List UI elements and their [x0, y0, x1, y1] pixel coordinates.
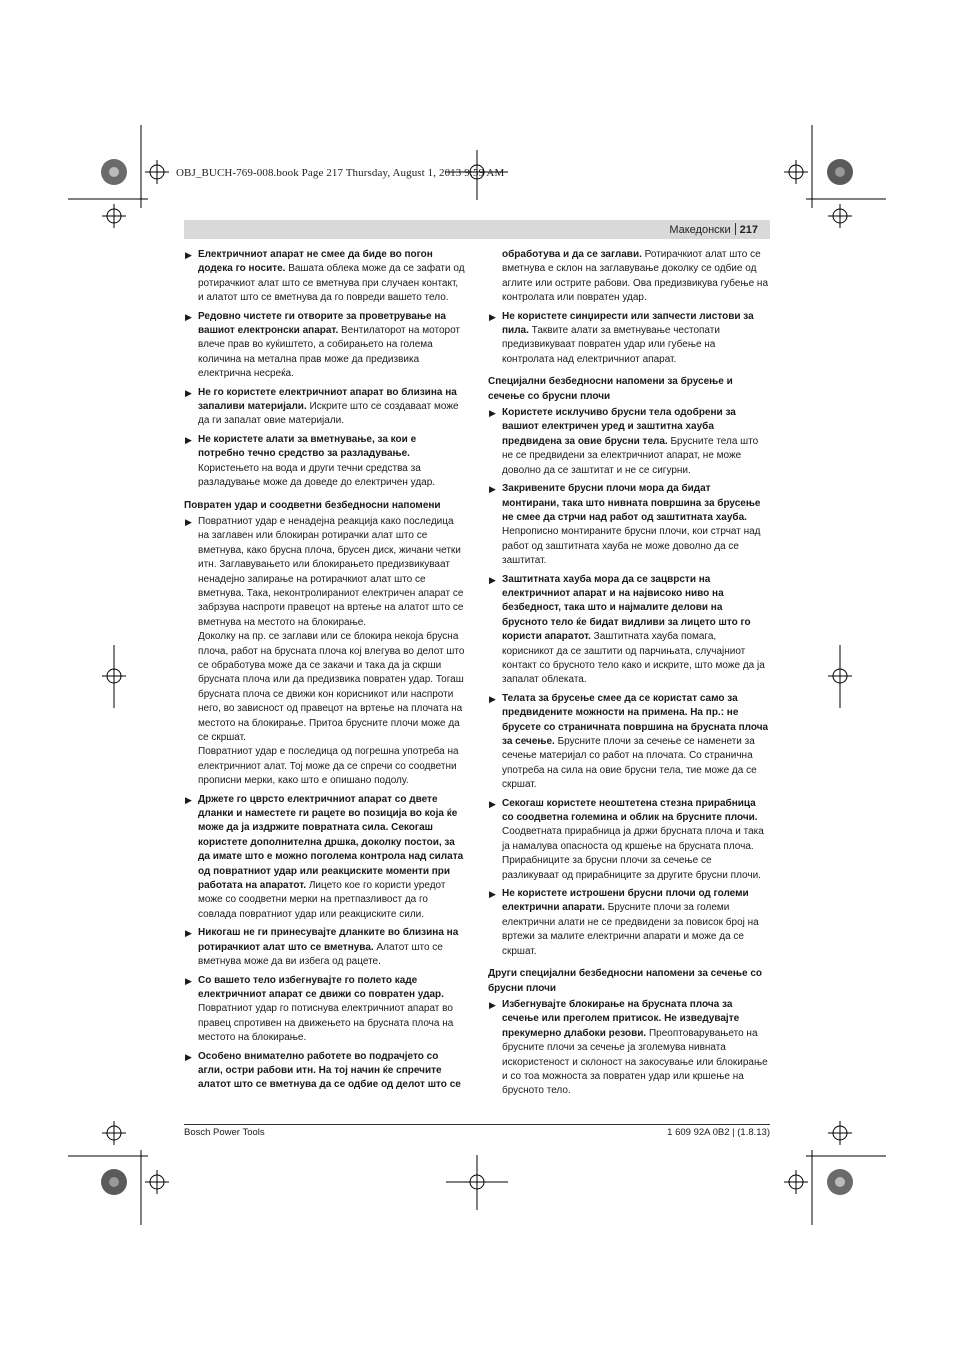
list-item: ▶ Заштитната хауба мора да се зацврсти на електричниот апарат и на највисоко ниво на безбедност, така што и најмалите делови на брусното тело ќе бидат видливи за лицето што го користи апаратот. Заштитната хауба помага, корисникот да се заштити од парчињата, случајниот контакт со брусното тело како и искрите, што може да ја запалат облеката. — [489, 573, 765, 686]
list-item: ▶ Редовно чистете ги отворите за проветрување на вашиот електронски апарат. Вентилаторот на моторот влече прав во куќиштето, а собирањето на голема количина на метална прав може да предизвика електрична несреќа. — [185, 310, 460, 380]
page-header — [184, 220, 770, 239]
list-item: ▶ Не го користете електричниот апарат во близина на запаливи материјали. Искрите што се создаваат може да ги запалат овие материјали. — [185, 386, 459, 427]
list-item: ▶ Користете исклучиво брусни тела одобрени за вашиот електричен уред и заштитна хауба предвидена за овие брусни тела. Брусните тела што не се предвидени за електричниот апарат, не може доволно да се заштитат и не се сигурни. — [489, 407, 759, 476]
bullet-arrow-icon: ▶ — [489, 798, 496, 809]
crosshair-mark — [145, 160, 169, 184]
bullet-arrow-icon: ▶ — [489, 574, 496, 585]
list-item: ▶ Телата за брусење смее да се користат само за предвидените можности на примена. На пр.: не брусете со страничната површина на брусната плоча за сечење. Брусните плочи за сечење се наменети за сечење материјал со работ на плочата. Со странична употреба на сила на овие брусни тела, тие може да се скршат. — [489, 692, 769, 791]
bullet-arrow-icon: ▶ — [185, 387, 192, 398]
bullet-arrow-icon: ▶ — [185, 975, 192, 986]
color-dial-top-right — [827, 159, 853, 185]
bullet-arrow-icon: ▶ — [185, 434, 192, 445]
color-dial-bottom-left — [101, 1169, 127, 1195]
list-item: ▶ Секогаш користете неоштетена стезна прирабница со соодветна големина и облик на брусните плочи. Соодветната прирабница ја држи брусната плоча и така ја намалува опасноста од кршење на брусната плоча. Прирабниците за брусни плочи за сечење се разликуваат од прирабниците за другите брусни плочи. — [489, 797, 764, 881]
footer-doc-number: 1 609 92A 0B2 | (1.8.13) — [667, 1127, 770, 1138]
bullet-arrow-icon: ▶ — [489, 999, 496, 1010]
header-language: Македонски — [669, 224, 731, 236]
bullet-arrow-icon: ▶ — [489, 484, 496, 495]
bullet-arrow-icon: ▶ — [489, 311, 496, 322]
bullet-arrow-icon: ▶ — [489, 408, 496, 419]
list-item: ▶ Не користете синџирести или запчести листови за пила. Таквите алати за вметнување честопати предизвикуваат повратен удар или губење на контролата над електричниот апарат. — [489, 310, 754, 365]
list-item: ▶ Не користете алати за вметнување, за кои е потребно течно средство за разладување. Користењето на вода и други течни средства за разладување може да доведе до електричен удар. — [185, 433, 436, 489]
bullet-arrow-icon: ▶ — [185, 1051, 192, 1062]
section-heading: Специјални безбедносни напомени за брусење и сечење со брусни плочи — [488, 376, 733, 402]
list-item: ▶ Електричниот апарат не смее да биде во погон додека го носите. Вашата облека може да се зафати од ротирачкиот алат што се вметнува при случаен контакт, и алатот што се вметнува да го повреди вашето тело. — [185, 249, 465, 304]
list-item: ▶ Никогаш не ги принесувајте дланките во близина на ротирачкиот алат што се вметнува. Алатот што се вметнува може да ви избега од рацете. — [185, 927, 459, 968]
section-heading: Други специјални безбедносни напомени за сечење со брусни плочи — [488, 968, 762, 994]
header-text — [669, 223, 758, 236]
color-dial-bottom-right — [827, 1169, 853, 1195]
list-item: ▶ Држете го цврсто електричниот апарат со двете дланки и наместете ги рацете во позиција во која ќе може да ја издржите повратната сила. Секогаш користете дополнителна дршка, доколку постои, за да имате што е можно поголема контрола над силата од повратниот удар или реакциските моменти при работата на апаратот. Лицето кое го користи уредот може со соодветни мерки на претпазливост да го совлада повратниот удар или реакциските сили. — [185, 793, 464, 920]
bullet-arrow-icon: ▶ — [185, 250, 192, 260]
page-number: 217 — [739, 224, 758, 236]
bullet-arrow-icon: ▶ — [185, 516, 192, 527]
bullet-arrow-icon: ▶ — [185, 928, 192, 939]
list-item-continuation: обработува и да се заглави. Ротирачкиот алат што се вметнува е склон на заглавување доколку се одбие од аглите или острите рабови. Ова предизвикува губење на контролата или повратен удар. — [502, 249, 769, 304]
footer-brand: Bosch Power Tools — [184, 1127, 265, 1138]
footer-divider — [184, 1124, 770, 1125]
bullet-arrow-icon: ▶ — [489, 889, 496, 900]
color-dial-top-left — [101, 159, 127, 185]
list-item: ▶ Не користете истрошени брусни плочи од големи електрични апарати. Брусните плочи за големи електрични алати не се предвидени за повисок број на вртежи за малите електрични апарати и може да се скршат. — [489, 888, 759, 957]
bullet-arrow-icon: ▶ — [185, 794, 192, 805]
list-item: ▶ Со вашето тело избегнувајте го полето каде електричниот апарат се движи со повратен удар. Повратниот удар го потиснува електричниот апарат во правец спротивен на движењето на брусната плоча на местото на блокирање. — [185, 974, 454, 1044]
right-column — [488, 248, 769, 1103]
list-item: ▶ Избегнувајте блокирање на брусната плоча за сечење или преголем притисок. Не изведувајте прекумерно длабоки резови. Преоптоварувањето на брусните плочи за сечење ја зголемува нивната искористеност и склоност на закосување или блокирање и со тоа можноста за повратен удар или кршење на брусното тело. — [489, 998, 768, 1097]
list-item: ▶ Особено внимателно работете во подрачјето со агли, остри рабови итн. На тој начин ќе спречите алатот што се вметнува да се одбие од делот што се — [185, 1050, 461, 1091]
list-item: ▶ Закривените брусни плочи мора да бидат монтирани, така што нивната површина за брусење не смее да стрчи над работ од заштитната хауба. Непрописно монтираните брусни плочи, кои стрчат над работ од заштитната хауба не може доволно да се заштитат. — [489, 483, 761, 567]
bullet-arrow-icon: ▶ — [489, 693, 496, 704]
left-column — [184, 248, 465, 1097]
bullet-arrow-icon: ▶ — [185, 311, 192, 322]
print-info-line: OBJ_BUCH-769-008.book Page 217 Thursday, August 1, 2013 9:59 AM — [176, 167, 505, 179]
section-heading: Повратен удар и соодветни безбедносни напомени — [184, 499, 441, 511]
list-item: ▶ Повратниот удар е ненадејна реакција како последица на заглавен или блокиран ротирачки алат што се вметнува, како брусна плоча, брусен диск, жичани четки итн. Заглавувањето или блокирањето предизвикуваат ненадејно запирање на ротирачкиот алат што се вметнува. Така, неконтролираниот електричен апарат се забрзува наспроти правецот на вртење на алатот што се вметнува на местото на блокирање. Доколку на пр. се заглави или се блокира некоја брусна плоча, работ на брусната плоча кој влегува во делот што се обработува може да се закачи и така да ја скрши брусната плоча или да предизвика повратен удар. Тогаш брусната плоча се движи кон корисникот или наспроти него, во зависност од правецот на вртење на плочата на местото на блокирање. Притоа брусните плочи може да се скршат. Повратниот удар е последица од погрешна употреба на електричниот алат. Тој може да се спречи со соодветни прописни мерки, како што е опишано подолу. — [185, 515, 465, 787]
